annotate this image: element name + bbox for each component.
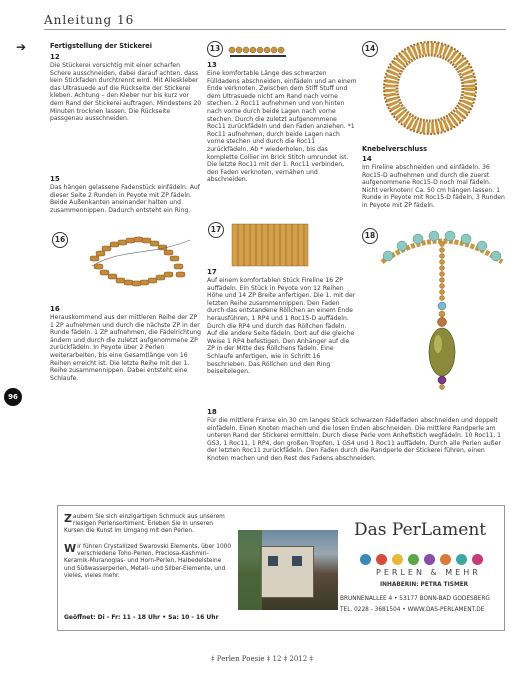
step-18-text: Für die mittlere Franse ein 30 cm langes Stück schwarzen Fädelfaden abschneiden und doppelt einfädeln. Einen Knoten machen und die losen Enden abschneiden. Die mittlere Randperle am unteren Rand der Stickerei ermitteln. Durch diese Perle vom Anheftstich wegfädeln. 10 Roc11, 1 GS3, 1 Roc11, 1 RP4, den großen Tropfen, 1 GS4 und 1 Roc11 auffädeln. Durch alle Perlen außer der letzten Roc11 zurückfädeln. Den Faden durch die Randperle der Stickerei führen, einen Knoten machen und den Rest des Fadens abschneiden. — [207, 417, 501, 462]
brand-name: Das PerLament — [354, 520, 487, 540]
figure-16-bead-ring — [82, 226, 200, 302]
ad-text-1: aubern Sie sich einzigartigen Schmuck aus unserem riesigen Perlensortiment. Erleben Sie in unseren Kursen die Kunst im Umgang mit den Perlen. — [64, 514, 225, 535]
address-line: BRUNNENALLEE 4 • 53177 BONN-BAD GODESBERG — [340, 596, 490, 602]
figure-14-badge: 14 — [362, 41, 378, 57]
ad-opening-hours: Geöffnet: Di - Fr: 11 - 18 Uhr • Sa: 10 - 16 Uhr — [64, 614, 219, 621]
logo-bead — [456, 554, 467, 565]
logo-bead — [472, 554, 483, 565]
step-17-number: 17 — [207, 268, 217, 276]
section-title: Fertigstellung der Stickerei — [50, 42, 153, 50]
step-13-number: 13 — [207, 61, 217, 69]
figure-17-peyote-tube — [230, 220, 310, 270]
logo-bead — [440, 554, 451, 565]
shop-building — [260, 546, 314, 598]
logo-bead — [376, 554, 387, 565]
tree — [238, 530, 262, 610]
figure-17-badge: 17 — [208, 222, 224, 238]
shop-window — [292, 556, 302, 566]
page-number: 96 — [4, 388, 22, 406]
ad-drop-cap-1: Z — [64, 512, 72, 525]
advertisement-box — [57, 505, 505, 631]
brand-subtitle: PERLEN & MEHR — [376, 568, 481, 577]
step-12-number: 12 — [50, 53, 60, 61]
logo-bead — [360, 554, 371, 565]
logo-bead — [408, 554, 419, 565]
step-14-number: 14 — [362, 155, 372, 163]
contact-line: TEL. 0228 - 3681504 • WWW.DAS-PERLAMENT.DE — [340, 607, 485, 613]
step-12-text: Die Stückerei vorsichtig mit einer scharfen Schere ausschneiden, dabei darauf achten, dass kein Stickfaden durchtrennt wird. Mit Alleskleber das Ultrasuede auf die Rückseite der Stickerei kleben. Achtung – den Kleber nur bis kurz vor dem Rand der Stickerei auftragen. Mindestens 20 Minuten trocknen lassen. Die Rückseite passgenau ausschneiden. — [50, 62, 202, 123]
step-18-number: 18 — [207, 408, 217, 416]
arrow-icon: ➔ — [16, 40, 27, 54]
header-rule — [44, 29, 506, 30]
figure-13-badge: 13 — [207, 41, 223, 57]
step-15-number: 15 — [50, 175, 60, 183]
closure-title: Knebelverschluss — [362, 145, 428, 153]
step-13-text: Eine komfortable Länge des schwarzen Fülldadens abschneiden, einfädeln und an einem Ende verknoten. Zwischen dem Stiff Stuff und dem Ultrasuede nicht am Rand nach vorne stechen. 2 Roc11 aufnehmen und von hinten nach vorne durch beide Lagen nach vorne stechen. Durch die zuletzt aufgenommene Roc11 zurückfädeln und den Faden anziehen. *1 Roc11 aufnehmen, durch beide Lagen nach vorne stechen und durch die Roc11 zurückfädeln. Ab * wiederholen, bis das komplette Collier im Brick Stitch umrundet ist. Die letzte Roc11 mit der 1. Roc11 verbinden, den Faden verknoten, vernähen und abschneiden. — [207, 70, 357, 184]
step-17-text: Auf einem komfortablen Stück Fireline 16 ZP auffädeln. Ein Stück in Peyote von 12 Reihen Höhe und 14 ZP Breite anfertigen. Die 1. mit der letzten Reihe zusammennippen. Den Faden durch das entstandene Röllchen an einem Ende herausführen, 1 RP4 und 1 Roc15-D auffädeln. Durch die RP4 und durch das Röllchen fädeln. Auf die andere Seite fädeln. Dort auf die gleiche Weise 1 RP4 befestigen. Den Anhänger auf die ZP in der Mitte des Röllchens fädeln. Eine Schlaufe anfertigen, wie in Schritt 16 beschrieben. Das Röllchen und den Ring beiseitelegen. — [207, 277, 356, 376]
logo-bead — [392, 554, 403, 565]
figure-16-badge: 16 — [52, 232, 68, 248]
running-header: Anleitung 16 — [44, 13, 135, 27]
step-16-text: Herauskommend aus der mittleren Reihe der ZP 1 ZP aufnehmen und durch die nächste ZP in der Runde fädeln. 1 ZP aufnehmen, die Fädelrichtung ändern und durch die zuletzt aufgenommene ZP zurückfädeln. In Peyote über 2 Perlen weiterarbeiten, bis eine Gesamtlänge von 16 Reihen erreicht ist. Die letzte Reihe mit der 1. Reihe zusammennippen. Dabei entsteht eine Schlaufe. — [50, 314, 202, 382]
figure-14-bead-ring — [380, 38, 480, 138]
ad-paragraph-1 — [64, 514, 232, 536]
step-16-number: 16 — [50, 305, 60, 313]
figure-18-pendant-fringe — [378, 222, 506, 422]
logo-bead — [424, 554, 435, 565]
ad-drop-cap-2: W — [64, 542, 77, 555]
shop-photo — [238, 530, 338, 610]
ad-text-2: ir führen Crystallized Swarovski Elements, über 1000 verschiedene Toho-Perlen, Preciosa-Kashmiri-Keramik-Muranoglas- und Horn-Perlen, Halbedelsteine und Süßwasserperlen, Metall- und Silber-Elemente, und vieles, vieles mehr. — [64, 544, 232, 579]
page-footer: ‡ Perlen Poesie ‡ 12 ‡ 2012 ‡ — [211, 655, 313, 663]
step-14-text: Im Fireline abschneiden und einfädeln. 36 Roc15-D aufnehmen und durch die zuerst aufgenommene Roc15-D noch mal fädeln. Nicht verknoten! Ca. 50 cm hängen lassen. 1 Runde in Peyote mit Roc15-D fädeln, 3 Runden in Peyote mit ZP fädeln. — [362, 164, 505, 209]
figure-18-badge: 18 — [362, 228, 378, 244]
step-15-text: Das hängen gelassene Fadenstück einfädeln. Auf dieser Seite 2 Runden in Peyote mit ZP fädeln. Beide Außenkanten aneinander halten und zusammennippen. Dadurch entsteht ein Ring. — [50, 184, 200, 214]
bead-row-logo — [360, 552, 496, 566]
shop-window — [268, 556, 278, 566]
owner-line: INHABERIN: PETRA TISMER — [380, 582, 469, 588]
figure-13-brick-stitch — [228, 46, 288, 60]
ad-paragraph-2 — [64, 544, 232, 580]
